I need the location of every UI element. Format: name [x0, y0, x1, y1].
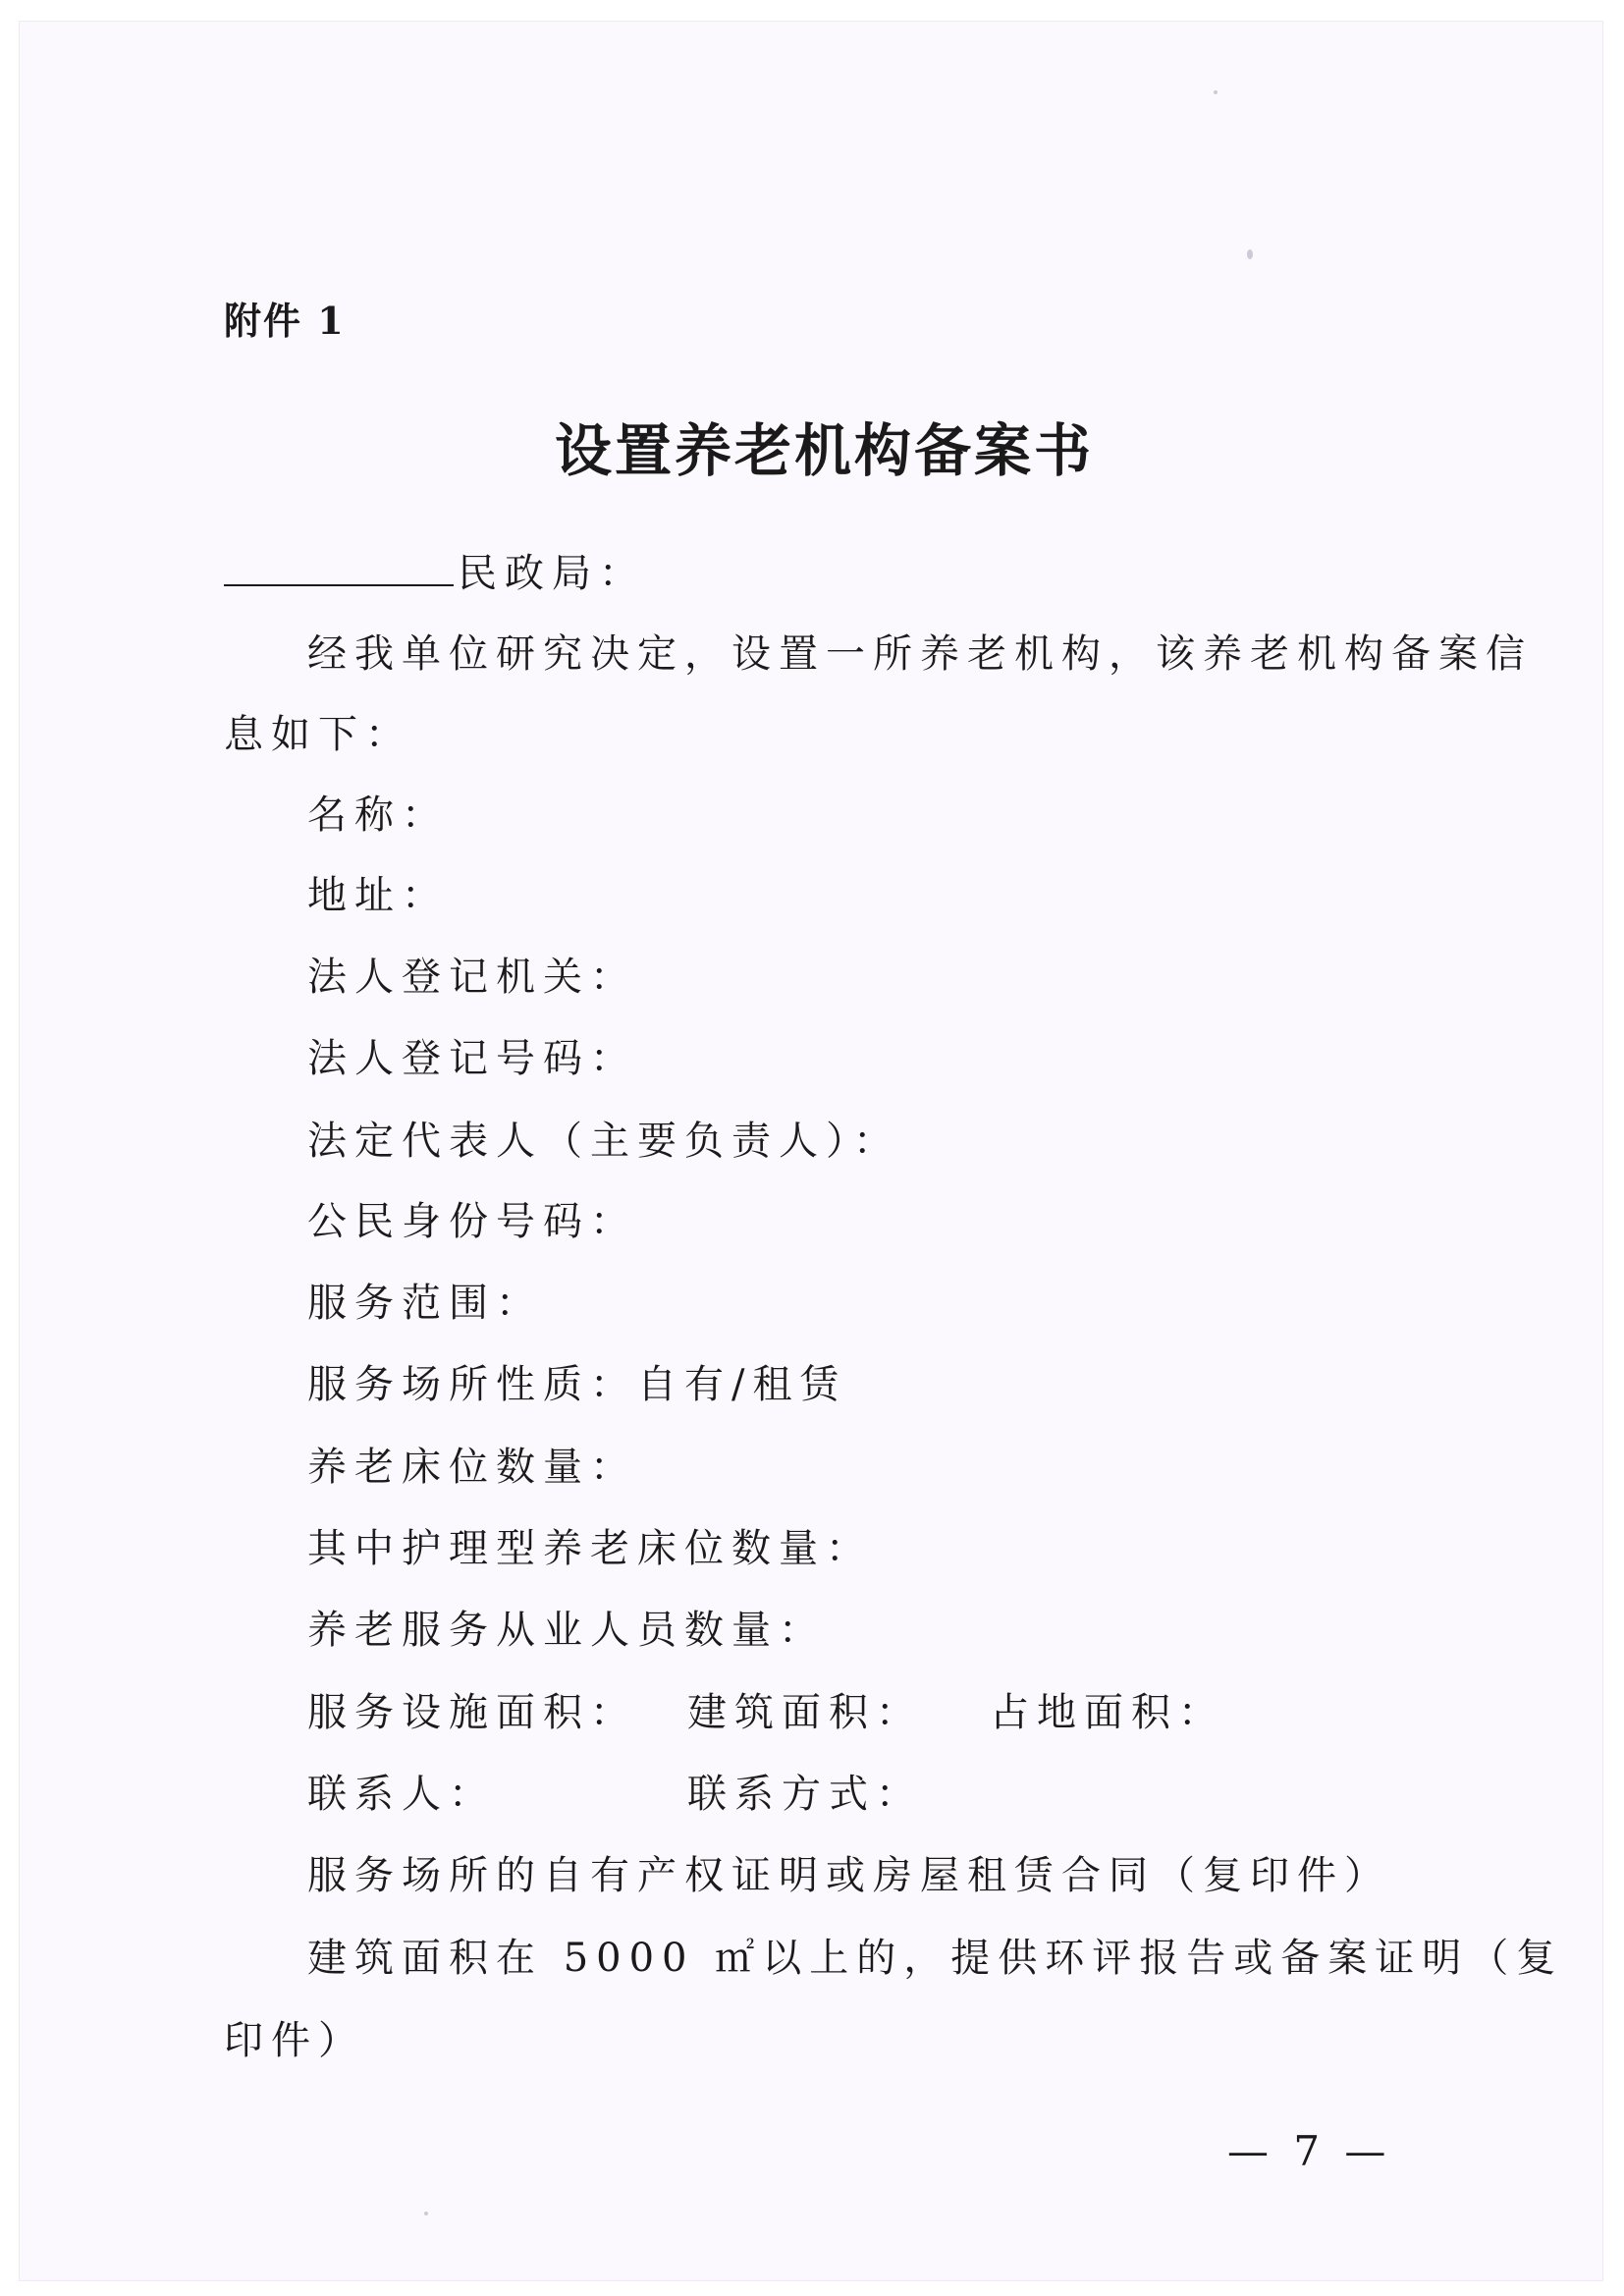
attachment-ownership-proof: 服务场所的自有产权证明或房屋租赁合同（复印件） — [307, 1853, 1391, 1898]
scan-speck — [1247, 249, 1253, 259]
field-name: 名称： — [307, 793, 449, 838]
field-contact-method: 联系方式： — [687, 1772, 923, 1817]
scan-speck — [424, 2212, 428, 2215]
page-title: 设置养老机构备案书 — [555, 417, 1095, 484]
addressee-suffix: 民政局： — [458, 551, 646, 596]
intro-line-1: 经我单位研究决定，设置一所养老机构，该养老机构备案信 — [307, 631, 1533, 677]
field-registration-authority: 法人登记机关： — [307, 955, 637, 1000]
field-id-number: 公民身份号码： — [307, 1199, 637, 1244]
scan-speck — [1214, 90, 1218, 94]
field-nursing-bed-count: 其中护理型养老床位数量： — [307, 1526, 873, 1571]
field-contact-person: 联系人： — [307, 1772, 496, 1817]
addressee-blank — [224, 545, 454, 586]
attachment-label: 附件 1 — [224, 299, 346, 343]
attachment-env-report-line-1: 建筑面积在 5000 ㎡以上的，提供环评报告或备案证明（复 — [307, 1936, 1564, 1981]
attachment-env-report-line-2: 印件） — [224, 2018, 365, 2063]
field-service-scope: 服务范围： — [307, 1281, 543, 1326]
field-building-area: 建筑面积： — [687, 1690, 923, 1735]
field-facility-area: 服务设施面积： — [307, 1690, 637, 1735]
field-staff-count: 养老服务从业人员数量： — [307, 1608, 826, 1653]
field-bed-count: 养老床位数量： — [307, 1445, 637, 1490]
addressee-line — [224, 542, 646, 598]
page-number: — 7 — — [1227, 2127, 1392, 2175]
field-legal-representative: 法定代表人（主要负责人）： — [307, 1119, 900, 1164]
intro-line-2: 息如下： — [224, 712, 412, 757]
field-address: 地址： — [307, 873, 449, 918]
field-land-area: 占地面积： — [990, 1690, 1225, 1735]
field-premises-nature: 服务场所性质：自有/租赁 — [307, 1362, 847, 1407]
field-registration-number: 法人登记号码： — [307, 1036, 637, 1081]
